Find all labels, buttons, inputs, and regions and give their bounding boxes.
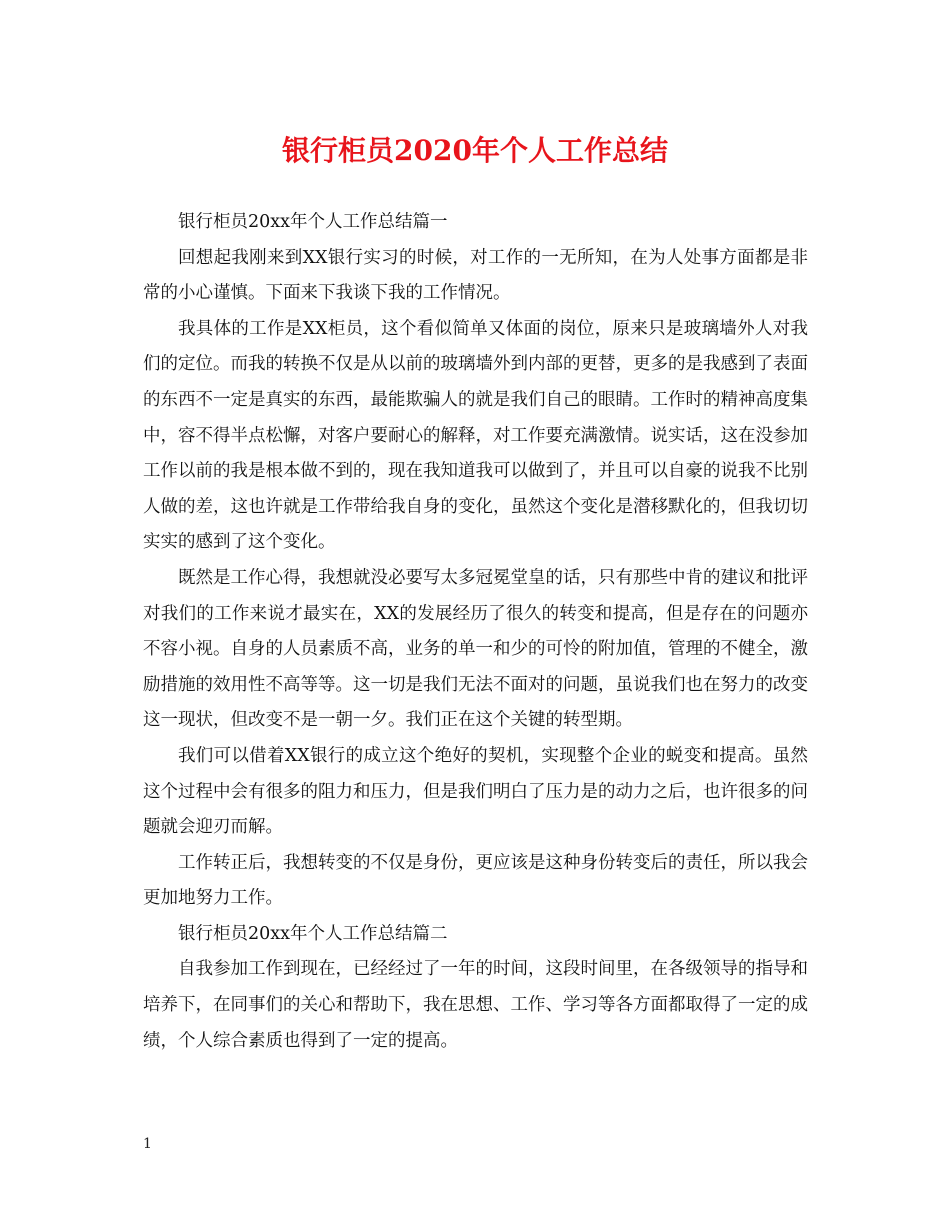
paragraph: 我们可以借着XX银行的成立这个绝好的契机，实现整个企业的蜕变和提高。虽然这个过程中会有很多的阻力和压力，但是我们明白了压力是的动力之后，也许很多的问题就会迎刃而解。 [143,745,808,838]
section-heading-1: 银行柜员20xx年个人工作总结篇一 [178,212,448,232]
paragraph: 自我参加工作到现在，已经经过了一年的时间，这段时间里，在各级领导的指导和培养下，在同事们的关心和帮助下，我在思想、工作、学习等各方面都取得了一定的成绩，个人综合素质也得到了一定的提高。 [143,959,808,1051]
document-body [143,205,808,1059]
paragraph: 我具体的工作是XX柜员，这个看似简单又体面的岗位，原来只是玻璃墙外人对我们的定位。而我的转换不仅是从以前的玻璃墙外到内部的更替，更多的是我感到了表面的东西不一定是真实的东西，最能欺骗人的就是我们自己的眼睛。工作时的精神高度集中，容不得半点松懈，对客户要耐心的解释，对工作要充满激情。说实话，这在没参加工作以前的我是根本做不到的，现在我知道我可以做到了，并且可以自豪的说我不比别人做的差，这也许就是工作带给我自身的变化，虽然这个变化是潜移默化的，但我切切实实的感到了这个变化。 [143,318,808,553]
paragraph: 既然是工作心得，我想就没必要写太多冠冕堂皇的话，只有那些中肯的建议和批评对我们的工作来说才最实在，XX的发展经历了很久的转变和提高，但是存在的问题亦不容小视。自身的人员素质不高，业务的单一和少的可怜的附加值，管理的不健全，激励措施的效用性不高等等。这一切是我们无法不面对的问题，虽说我们也在努力的改变这一现状，但改变不是一朝一夕。我们正在这个关键的转型期。 [143,567,808,731]
section-heading-2: 银行柜员20xx年个人工作总结篇二 [178,923,448,944]
document-title: 银行柜员2020年个人工作总结 [282,134,668,167]
page-number: 1 [143,1136,152,1152]
paragraph: 回想起我刚来到XX银行实习的时候，对工作的一无所知，在为人处事方面都是非常的小心谨慎。下面来下我谈下我的工作情况。 [143,247,808,304]
paragraph: 工作转正后，我想转变的不仅是身份，更应该是这种身份转变后的责任，所以我会更加地努力工作。 [143,852,808,909]
